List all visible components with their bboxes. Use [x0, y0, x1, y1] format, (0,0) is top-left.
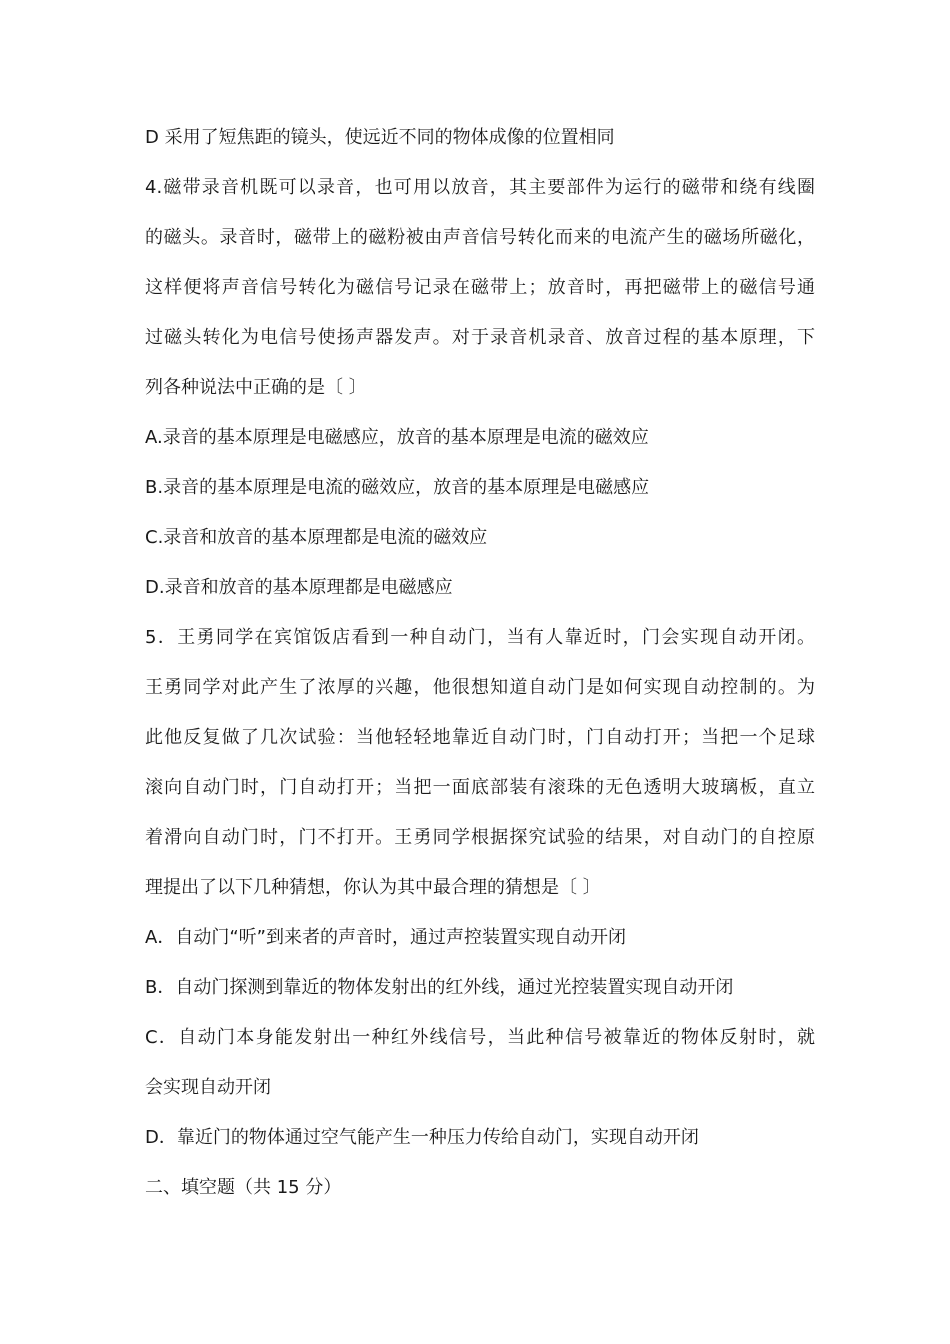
question-4-option-d: D.录音和放音的基本原理都是电磁感应 — [145, 577, 453, 598]
question-4-line-1: 4.磁带录音机既可以录音，也可用以放音，其主要部件为运行的磁带和绕有线圈 — [145, 177, 815, 198]
question-5-option-a: A．自动门“听”到来者的声音时，通过声控装置实现自动开闭 — [145, 927, 626, 948]
question-4-line-5: 列各种说法中正确的是〔 〕 — [145, 377, 367, 398]
question-5-option-b: B．自动门探测到靠近的物体发射出的红外线，通过光控装置实现自动开闭 — [145, 977, 734, 998]
section-heading-fill-in: 二、填空题（共 15 分） — [145, 1177, 342, 1198]
question-4-line-4: 过磁头转化为电信号使扬声器发声。对于录音机录音、放音过程的基本原理，下 — [145, 327, 815, 348]
question-5-option-c-line-2: 会实现自动开闭 — [145, 1077, 271, 1098]
question-5-line-4: 滚向自动门时，门自动打开；当把一面底部装有滚珠的无色透明大玻璃板，直立 — [145, 777, 815, 798]
question-5-line-1: 5．王勇同学在宾馆饭店看到一种自动门，当有人靠近时，门会实现自动开闭。 — [145, 627, 815, 648]
question-4-line-3: 这样便将声音信号转化为磁信号记录在磁带上；放音时，再把磁带上的磁信号通 — [145, 277, 815, 298]
question-5-line-3: 此他反复做了几次试验：当他轻轻地靠近自动门时，门自动打开；当把一个足球 — [145, 727, 815, 748]
text-line-option-d-lens: D 采用了短焦距的镜头，使远近不同的物体成像的位置相同 — [145, 127, 615, 148]
question-4-option-a: A.录音的基本原理是电磁感应，放音的基本原理是电流的磁效应 — [145, 427, 649, 448]
question-5-option-c-line-1: C．自动门本身能发射出一种红外线信号，当此种信号被靠近的物体反射时，就 — [145, 1027, 815, 1048]
question-5-line-5: 着滑向自动门时，门不打开。王勇同学根据探究试验的结果，对自动门的自控原 — [145, 827, 815, 848]
question-4-option-c: C.录音和放音的基本原理都是电流的磁效应 — [145, 527, 488, 548]
question-5-line-2: 王勇同学对此产生了浓厚的兴趣，他很想知道自动门是如何实现自动控制的。为 — [145, 677, 815, 698]
question-5-line-6: 理提出了以下几种猜想，你认为其中最合理的猜想是〔 〕 — [145, 877, 601, 898]
question-4-line-2: 的磁头。录音时，磁带上的磁粉被由声音信号转化而来的电流产生的磁场所磁化， — [145, 227, 815, 248]
question-4-option-b: B.录音的基本原理是电流的磁效应，放音的基本原理是电磁感应 — [145, 477, 650, 498]
question-5-option-d: D．靠近门的物体通过空气能产生一种压力传给自动门，实现自动开闭 — [145, 1127, 699, 1148]
